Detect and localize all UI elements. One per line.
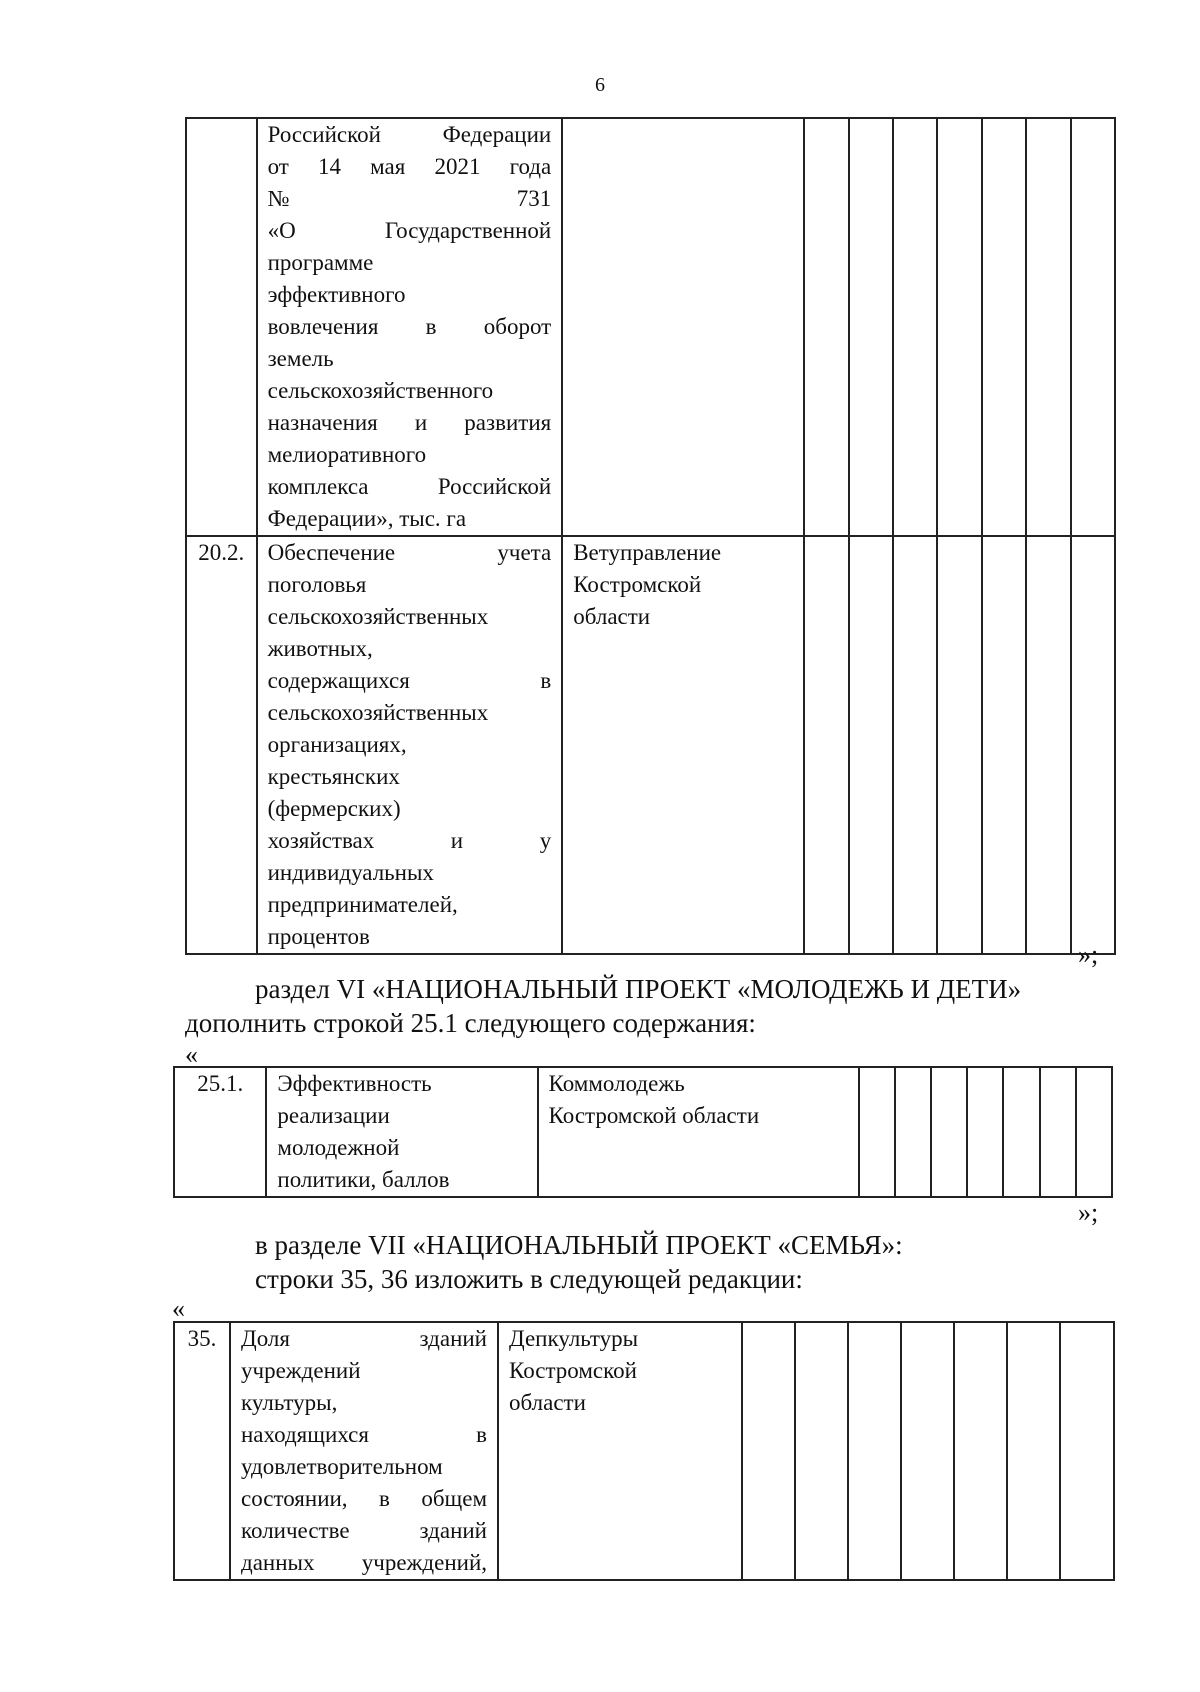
value-cell <box>893 118 937 536</box>
indicator-name: Обеспечение учета поголовья сельскохозяйственных животных, содержащихся в сельскохозяйственных организациях, крестьянских (фермерских) хозяйствах и у индивидуальных предпринимателей, процентов <box>257 536 563 954</box>
row-number: 35. <box>174 1322 230 1580</box>
indicator-table-1 <box>185 117 1116 955</box>
value-cell <box>893 536 937 954</box>
indicator-name: Доля зданий учреждений культуры, находящихся в удовлетворительном состоянии, в общем количестве зданий данных учреждений, <box>230 1322 498 1580</box>
value-cell <box>1040 1067 1076 1197</box>
page-number: 6 <box>595 74 605 96</box>
section-vi-instruction: раздел VI «НАЦИОНАЛЬНЫЙ ПРОЕКТ «МОЛОДЕЖЬ И ДЕТИ» дополнить строкой 25.1 следующего содержания: <box>185 974 1022 1038</box>
value-cell <box>937 118 981 536</box>
value-cell <box>1071 536 1115 954</box>
opening-quote-mark: « <box>185 1040 198 1069</box>
section-vii-instruction: в разделе VII «НАЦИОНАЛЬНЫЙ ПРОЕКТ «СЕМЬЯ»: строки 35, 36 изложить в следующей редакции: <box>255 1230 903 1294</box>
row-number: 20.2. <box>186 536 257 954</box>
responsible-body: Депкультуры Костромской области <box>498 1322 742 1580</box>
value-cell <box>937 536 981 954</box>
value-cell <box>1071 118 1115 536</box>
value-cell <box>848 1322 901 1580</box>
value-cell <box>1026 536 1070 954</box>
value-cell <box>1076 1067 1112 1197</box>
value-cell <box>1003 1067 1039 1197</box>
responsible-body: Коммолодежь Костромской области <box>538 1067 859 1197</box>
value-cell <box>795 1322 848 1580</box>
closing-quote-mark: »; <box>1078 940 1099 969</box>
closing-quote-mark: »; <box>1078 1198 1099 1227</box>
value-cell <box>1007 1322 1060 1580</box>
value-cell <box>1026 118 1070 536</box>
table-row <box>186 536 1115 954</box>
indicator-table-2 <box>173 1066 1113 1198</box>
indicator-name: Российской Федерации от 14 мая 2021 года № 731 «О Государственной программе эффективного вовлечения в оборот земель сельскохозяйственного назначения и развития мелиоративного комплекса Российской Федерации», тыс. га <box>257 118 563 536</box>
value-cell <box>967 1067 1003 1197</box>
row-number <box>186 118 257 536</box>
value-cell <box>954 1322 1007 1580</box>
indicator-table-3 <box>173 1321 1115 1581</box>
value-cell <box>849 118 893 536</box>
value-cell <box>982 118 1026 536</box>
value-cell <box>804 118 848 536</box>
value-cell <box>804 536 848 954</box>
table-row <box>174 1067 1112 1197</box>
value-cell <box>901 1322 954 1580</box>
value-cell <box>1060 1322 1114 1580</box>
table-row <box>186 118 1115 536</box>
indicator-name: Эффективность реализации молодежной политики, баллов <box>266 1067 537 1197</box>
opening-quote-mark: « <box>172 1294 185 1323</box>
responsible-body <box>562 118 804 536</box>
row-number: 25.1. <box>174 1067 266 1197</box>
value-cell <box>895 1067 931 1197</box>
value-cell <box>859 1067 895 1197</box>
table-row <box>174 1322 1114 1580</box>
value-cell <box>982 536 1026 954</box>
value-cell <box>931 1067 967 1197</box>
responsible-body: Ветуправление Костромской области <box>562 536 804 954</box>
value-cell <box>742 1322 795 1580</box>
value-cell <box>849 536 893 954</box>
